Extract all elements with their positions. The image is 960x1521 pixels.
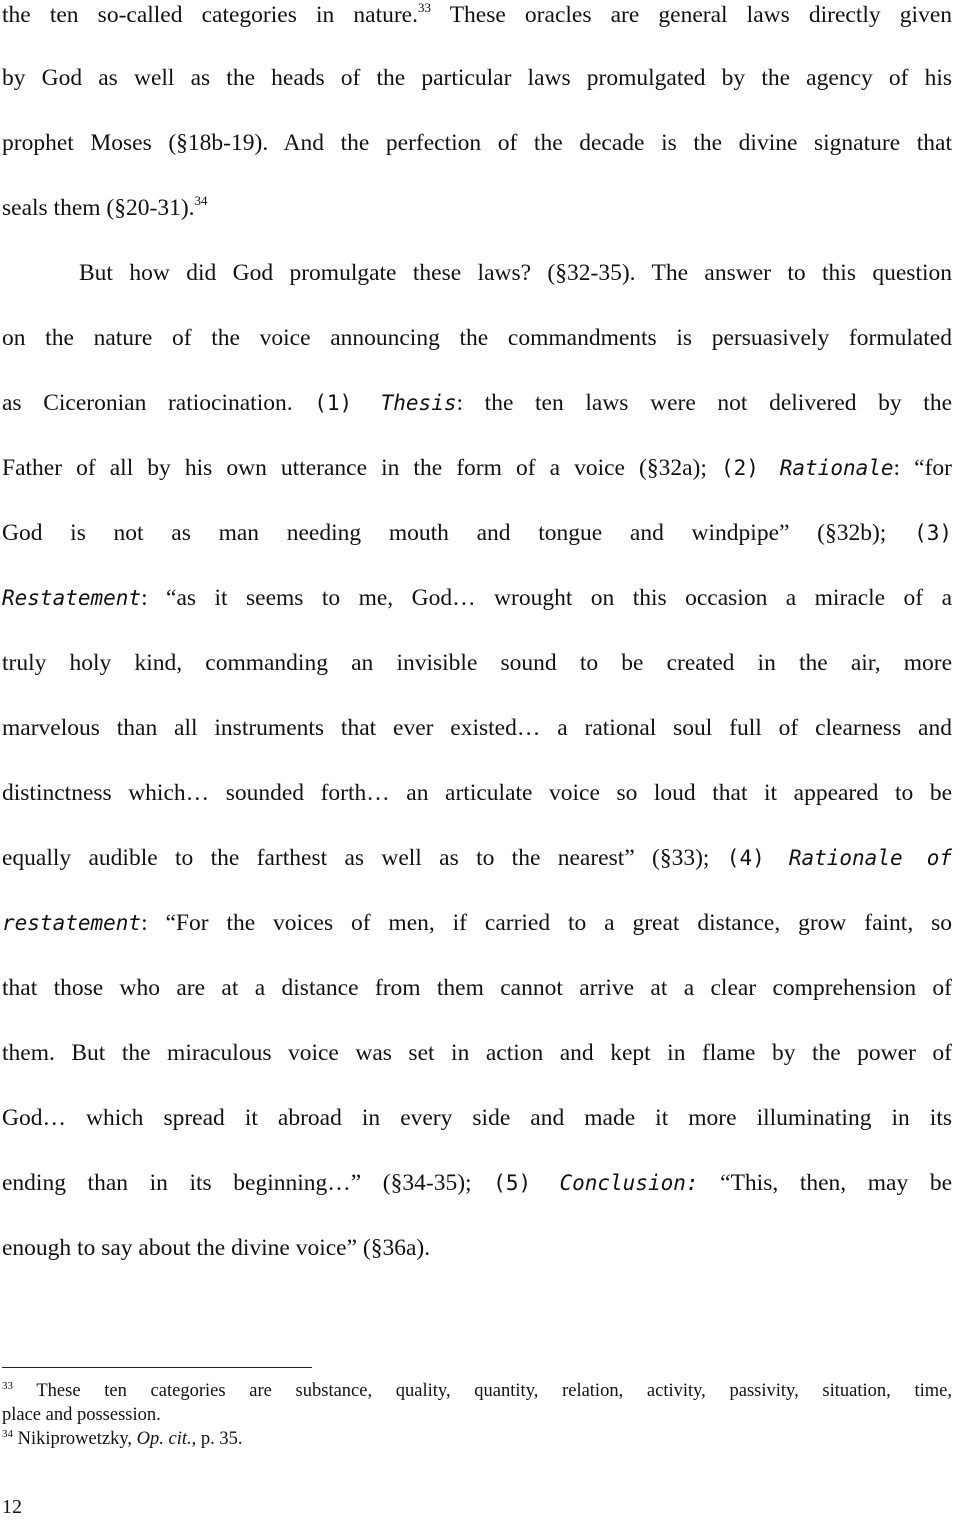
footnote-number-33: 33 [2,1380,13,1392]
text-span: as Ciceronian ratiocination. [2,390,315,416]
text-span: But how did God promulgate these laws? (§32-35). The answer to this question [79,260,952,286]
marker-number-1: (1) [314,391,381,415]
text-span: marvelous than all instruments that ever existed… a rational soul full of clearness and [2,715,952,741]
text-span: These ten categories are substance, quality, quantity, relation, activity, passivity, situation, time, [13,1381,952,1401]
page-number: 12 [2,1496,22,1518]
text-span: distinctness which… sounded forth… an articulate voice so loud that it appeared to be [2,780,952,806]
body-line-18 [2,1103,952,1133]
body-line-11 [2,648,952,678]
marker-label-restatement: Restatement [2,586,142,610]
text-span: God… which spread it abroad in every side and made it more illuminating in its [2,1105,952,1131]
marker-number-5: (5) [493,1171,560,1195]
marker-label-thesis: Thesis [380,391,457,415]
text-span: : the ten laws were not delivered by the [456,390,953,416]
text-span: : “as it seems to me, God… wrought on this occasion a miracle of a [141,585,952,611]
text-span: place and possession. [2,1405,161,1425]
body-line-10 [2,583,952,613]
marker-label-rationale: Rationale [779,456,894,480]
text-span: God is not as man needing mouth and tongue and windpipe” (§32b); [2,520,915,546]
footnote-34 [2,1428,952,1450]
body-line-16 [2,973,952,1003]
text-span: on the nature of the voice announcing the commandments is persuasively formulated [2,325,952,351]
body-line-1 [2,0,952,30]
marker-label-conclusion: Conclusion: [559,1171,699,1195]
text-span: : “for [893,455,952,481]
text-span: truly holy kind, commanding an invisible sound to be created in the air, more [2,650,952,676]
body-line-13 [2,778,952,808]
text-span: These oracles are general laws directly given [431,2,952,28]
text-span: “This, then, may be [698,1170,952,1196]
body-line-17 [2,1038,952,1068]
marker-label-rationale-of: Rationale of [788,846,953,870]
text-span: the ten so-called categories in nature. [2,2,418,28]
footnote-ref-33[interactable]: 33 [418,0,431,15]
text-span: them. But the miraculous voice was set in action and kept in flame by the power of [2,1040,952,1066]
body-line-20 [2,1233,952,1263]
body-line-14 [2,843,952,873]
body-line-19 [2,1168,952,1198]
text-span: ending than in its beginning…” (§34-35); [2,1170,494,1196]
marker-number-3: (3) [914,521,952,545]
citation-italic: Op. cit. [136,1429,192,1449]
body-line-9 [2,518,952,548]
text-span: seals them (§20-31). [2,195,195,221]
text-span: enough to say about the divine voice” (§36a). [2,1235,431,1261]
body-line-12 [2,713,952,743]
text-span: by God as well as the heads of the particular laws promulgated by the agency of his [2,65,952,91]
footnote-33-line-1 [2,1380,952,1402]
body-line-7 [2,388,952,418]
text-span: Father of all by his own utterance in the form of a voice (§32a); [2,455,721,481]
body-line-3 [2,128,952,158]
body-line-6 [2,323,952,353]
text-span: : “For the voices of men, if carried to a great distance, grow faint, so [141,910,952,936]
text-span: equally audible to the farthest as well as to the nearest” (§33); [2,845,727,871]
body-line-5 [79,258,952,288]
marker-label-restatement-2: restatement [2,911,142,935]
footnote-number-34: 34 [2,1428,13,1440]
footnote-33-line-2 [2,1404,952,1426]
body-line-2 [2,63,952,93]
text-span: prophet Moses (§18b-19). And the perfection of the decade is the divine signature that [2,130,952,156]
text-span: Nikiprowetzky, [13,1429,137,1449]
marker-number-2: (2) [720,456,780,480]
footnote-ref-34[interactable]: 34 [194,193,208,208]
body-line-4 [2,193,952,223]
text-span: , p. 35. [191,1429,243,1449]
marker-number-4: (4) [726,846,789,870]
body-line-8 [2,453,952,483]
text-span: that those who are at a distance from them cannot arrive at a clear comprehension of [2,975,952,1001]
body-line-15 [2,908,952,938]
footnote-separator [2,1367,312,1368]
